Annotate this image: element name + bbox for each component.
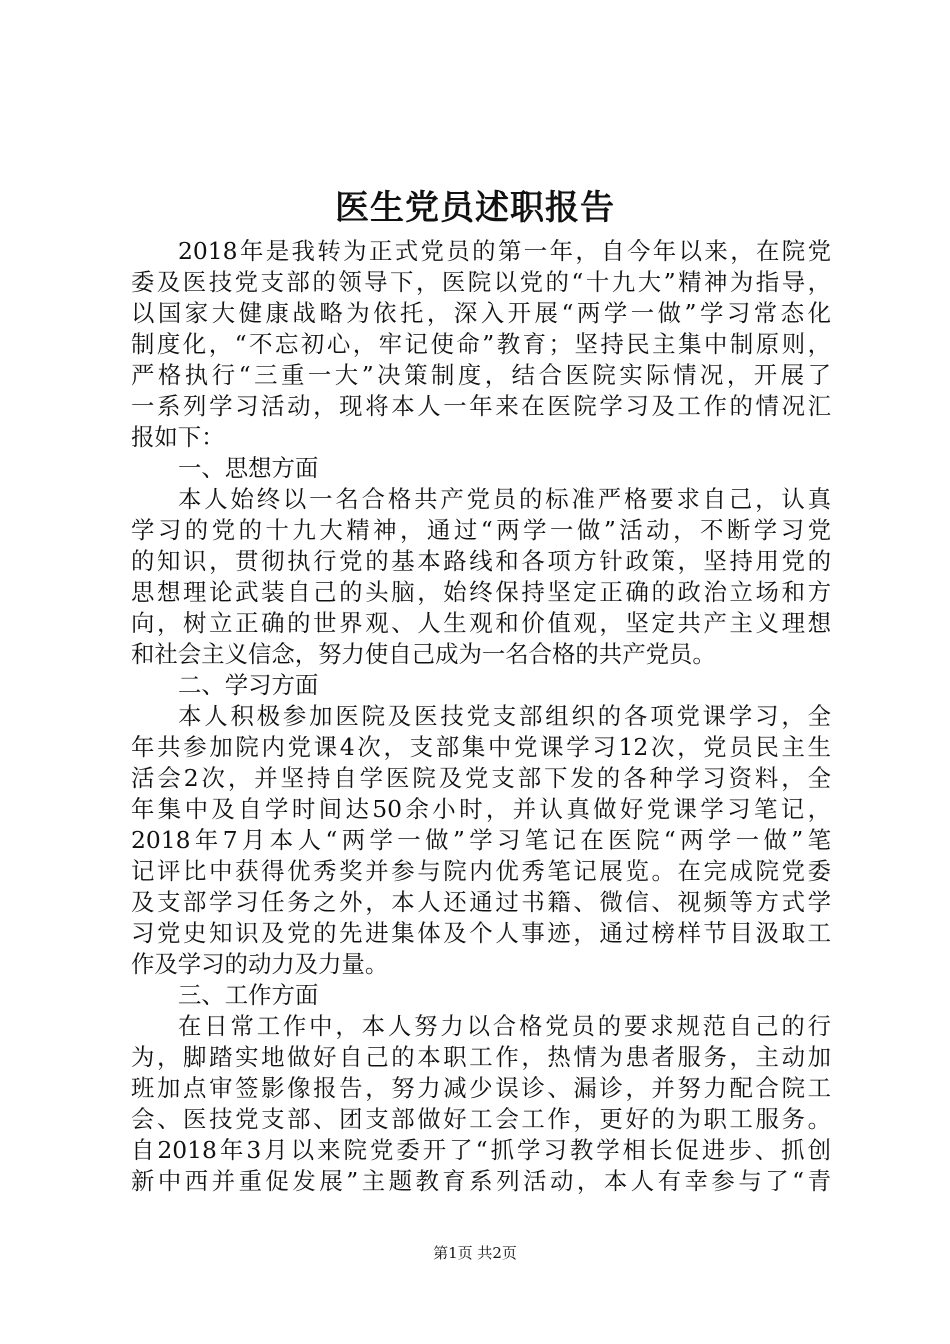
body-line: 和社会主义信念，努力使自己成为一名合格的共产党员。 — [131, 640, 716, 668]
body-line: 一系列学习活动，现将本人一年来在医院学习及工作的情况汇 — [131, 392, 831, 420]
body-line: 的知识，贯彻执行党的基本路线和各项方针政策，坚持用党的 — [131, 547, 831, 575]
body-line: 年共参加院内党课4次，支部集中党课学习12次，党员民主生 — [131, 733, 831, 761]
document-body — [131, 236, 831, 1197]
body-line: 向，树立正确的世界观、人生观和价值观，坚定共产主义理想 — [131, 609, 831, 637]
body-line: 2018年7月本人“两学一做”学习笔记在医院“两学一做”笔 — [131, 826, 831, 854]
body-line: 为，脚踏实地做好自己的本职工作，热情为患者服务，主动加 — [131, 1043, 831, 1071]
body-line: 新中西并重促发展”主题教育系列活动，本人有幸参与了“青 — [131, 1167, 831, 1195]
body-line: 及支部学习任务之外，本人还通过书籍、微信、视频等方式学 — [131, 888, 831, 916]
body-line: 记评比中获得优秀奖并参与院内优秀笔记展览。在完成院党委 — [131, 857, 831, 885]
body-line: 三、工作方面 — [178, 981, 319, 1009]
body-line: 活会2次，并坚持自学医院及党支部下发的各种学习资料，全 — [131, 764, 831, 792]
body-line: 制度化，“不忘初心，牢记使命”教育；坚持民主集中制原则， — [131, 330, 831, 358]
body-line: 思想理论武装自己的头脑，始终保持坚定正确的政治立场和方 — [131, 578, 831, 606]
body-line: 以国家大健康战略为依托，深入开展“两学一做”学习常态化 — [131, 299, 831, 327]
body-line: 委及医技党支部的领导下，医院以党的“十九大”精神为指导， — [131, 268, 831, 296]
document-title: 医生党员述职报告 — [335, 188, 615, 228]
body-line: 一、思想方面 — [178, 454, 319, 482]
body-line: 严格执行“三重一大”决策制度，结合医院实际情况，开展了 — [131, 361, 831, 389]
body-line: 作及学习的动力及力量。 — [131, 950, 389, 978]
body-line: 班加点审签影像报告，努力减少误诊、漏诊，并努力配合院工 — [131, 1074, 831, 1102]
page-footer: 第1页 共2页 — [433, 1244, 517, 1262]
body-line: 自2018年3月以来院党委开了“抓学习教学相长促进步、抓创 — [131, 1136, 831, 1164]
body-line: 二、学习方面 — [178, 671, 319, 699]
body-line: 习党史知识及党的先进集体及个人事迹，通过榜样节目汲取工 — [131, 919, 831, 947]
body-line: 学习的党的十九大精神，通过“两学一做”活动，不断学习党 — [131, 516, 831, 544]
body-line: 本人始终以一名合格共产党员的标准严格要求自己，认真 — [178, 485, 831, 513]
body-line: 年集中及自学时间达50余小时，并认真做好党课学习笔记， — [131, 795, 831, 823]
body-line: 2018年是我转为正式党员的第一年，自今年以来，在院党 — [178, 237, 831, 265]
body-line: 报如下： — [131, 423, 225, 451]
body-line: 本人积极参加医院及医技党支部组织的各项党课学习，全 — [178, 702, 831, 730]
body-line: 会、医技党支部、团支部做好工会工作，更好的为职工服务。 — [131, 1105, 831, 1133]
body-line: 在日常工作中，本人努力以合格党员的要求规范自己的行 — [178, 1012, 831, 1040]
